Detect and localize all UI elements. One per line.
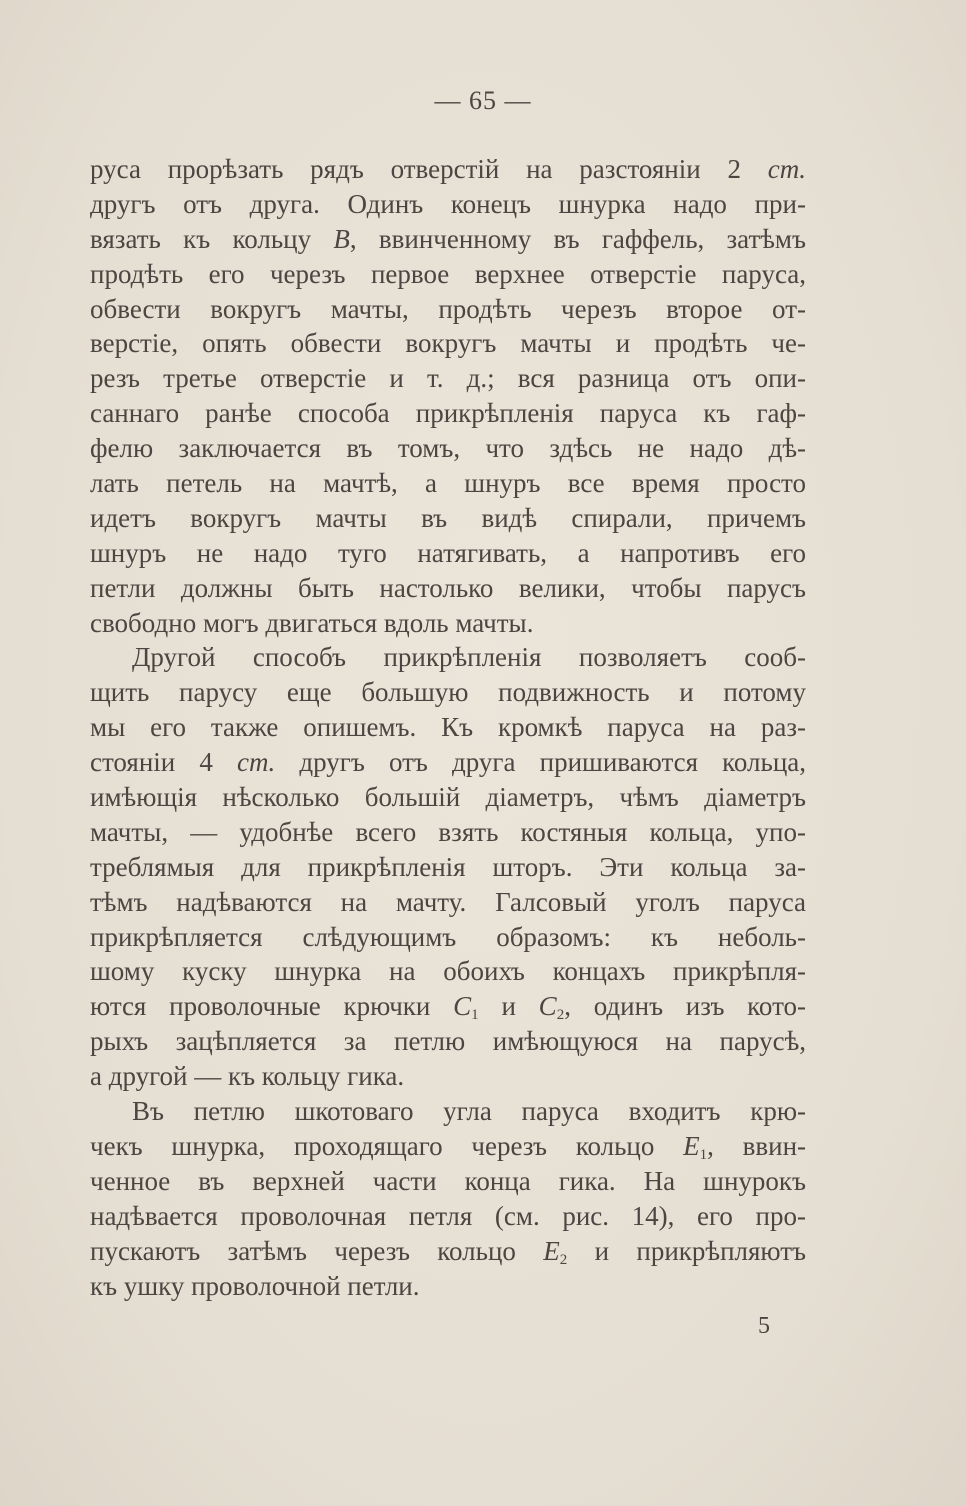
text-segment: чекъ шнурка, проходящаго черезъ кольцо — [90, 1130, 684, 1161]
text-segment: другъ отъ друга пришиваются кольца, — [275, 747, 806, 778]
text-segment: къ ушку проволочной петли. — [90, 1270, 420, 1301]
italic-text: B — [333, 223, 350, 254]
text-segment: , ввинченному въ гаффель, затѣмъ — [349, 223, 806, 254]
text-line — [90, 431, 806, 466]
text-segment: фелю заключается въ томъ, что здѣсь не надо дѣ- — [90, 433, 806, 464]
text-line — [90, 815, 806, 850]
text-line — [90, 1164, 806, 1199]
text-segment: тѣмъ надѣваются на мачту. Галсовый уголъ паруса — [90, 886, 806, 917]
text-line — [90, 989, 806, 1024]
text-line — [90, 606, 806, 641]
text-segment: лать петель на мачтѣ, а шнуръ все время просто — [90, 468, 806, 499]
text-segment: шнуръ не надо туго натягивать, а напротивъ его — [90, 537, 806, 568]
text-line — [90, 780, 806, 815]
body-text — [90, 152, 806, 1303]
text-segment: Въ петлю шкотоваго угла паруса входитъ крю- — [132, 1096, 806, 1127]
text-line — [90, 536, 806, 571]
text-line — [90, 1269, 806, 1304]
text-segment: ченное въ верхней части конца гика. На шнурокъ — [90, 1165, 806, 1196]
text-segment: вязать къ кольцу — [90, 223, 334, 254]
text-line — [90, 675, 806, 710]
text-segment: мачты, — удобнѣе всего взять костяныя кольца, упо- — [90, 816, 806, 847]
text-segment: и прикрѣпляютъ — [567, 1235, 807, 1266]
text-segment: прикрѣпляется слѣдующимъ образомъ: къ неболь- — [90, 921, 806, 952]
text-line — [90, 954, 806, 989]
text-segment: пускаютъ затѣмъ черезъ кольцо — [90, 1235, 544, 1266]
italic-text: C — [453, 991, 472, 1022]
text-line — [90, 222, 806, 257]
text-line — [90, 1199, 806, 1234]
text-line — [90, 850, 806, 885]
text-segment: и — [478, 991, 539, 1022]
text-segment: щить парусу еще большую подвижность и потому — [90, 677, 806, 708]
text-segment: , ввин- — [707, 1130, 807, 1161]
text-segment: петли должны быть настолько велики, чтобы парусъ — [90, 572, 806, 603]
text-line — [90, 1024, 806, 1059]
subscript: 1 — [471, 1007, 479, 1024]
italic-text: C — [538, 991, 557, 1022]
text-line — [90, 152, 806, 187]
text-line — [90, 1129, 806, 1164]
page-number-header: — 65 — — [434, 86, 532, 115]
text-line — [90, 257, 806, 292]
text-line — [90, 396, 806, 431]
text-segment: надѣвается проволочная петля (см. рис. 14), его про- — [90, 1200, 806, 1231]
text-line — [90, 710, 806, 745]
text-segment: верстіе, опять обвести вокругъ мачты и продѣть че- — [90, 328, 806, 359]
text-line — [90, 1094, 806, 1129]
italic-text: cm. — [237, 747, 276, 778]
text-segment: треблямыя для прикрѣпленія шторъ. Эти кольца за- — [90, 851, 806, 882]
text-line — [90, 571, 806, 606]
text-segment: другъ отъ друга. Одинъ конецъ шнурка надо при- — [90, 188, 806, 219]
italic-text: E — [543, 1235, 560, 1266]
text-segment: резъ третье отверстіе и т. д.; вся разница отъ опи- — [90, 363, 806, 394]
text-line — [90, 501, 806, 536]
text-line — [90, 885, 806, 920]
text-segment: обвести вокругъ мачты, продѣть черезъ второе от- — [90, 293, 806, 324]
text-segment: саннаго ранѣе способа прикрѣпленія паруса къ гаф- — [90, 398, 806, 429]
text-segment: , одинъ изъ кото- — [564, 991, 807, 1022]
text-line — [90, 640, 806, 675]
text-line — [90, 361, 806, 396]
text-segment: руса прорѣзать рядъ отверстій на разстояніи 2 — [90, 154, 768, 184]
text-segment: Другой способъ прикрѣпленія позволяетъ сооб- — [132, 642, 806, 673]
subscript: 1 — [699, 1146, 708, 1163]
text-segment: идетъ вокругъ мачты въ видѣ спирали, причемъ — [90, 502, 806, 533]
text-segment: свободно могъ двигаться вдоль мачты. — [90, 607, 534, 638]
text-segment: продѣть его черезъ первое верхнее отверстіе паруса, — [90, 258, 806, 289]
text-line — [90, 466, 806, 501]
subscript: 2 — [559, 1251, 568, 1268]
text-line — [90, 920, 806, 955]
text-segment: имѣющія нѣсколько большій діаметръ, чѣмъ діаметръ — [90, 782, 806, 813]
text-segment: стояніи 4 — [90, 747, 238, 778]
text-line — [90, 1234, 806, 1269]
text-line — [90, 187, 806, 222]
text-line — [90, 326, 806, 361]
text-segment: шому куску шнурка на обоихъ концахъ прикрѣпля- — [90, 956, 806, 987]
text-segment: а другой — къ кольцу гика. — [90, 1061, 405, 1092]
text-line — [90, 745, 806, 780]
italic-text: cm. — [767, 154, 806, 184]
italic-text: E — [683, 1130, 700, 1161]
text-line — [90, 292, 806, 327]
signature-mark: 5 — [758, 1313, 770, 1339]
text-segment: рыхъ зацѣпляется за петлю имѣющуюся на парусѣ, — [90, 1026, 806, 1057]
text-line — [90, 1059, 806, 1094]
subscript: 2 — [556, 1007, 565, 1024]
text-segment: мы его также опишемъ. Къ кромкѣ паруса на раз- — [90, 712, 806, 743]
text-segment: ются проволочные крючки — [90, 991, 454, 1022]
